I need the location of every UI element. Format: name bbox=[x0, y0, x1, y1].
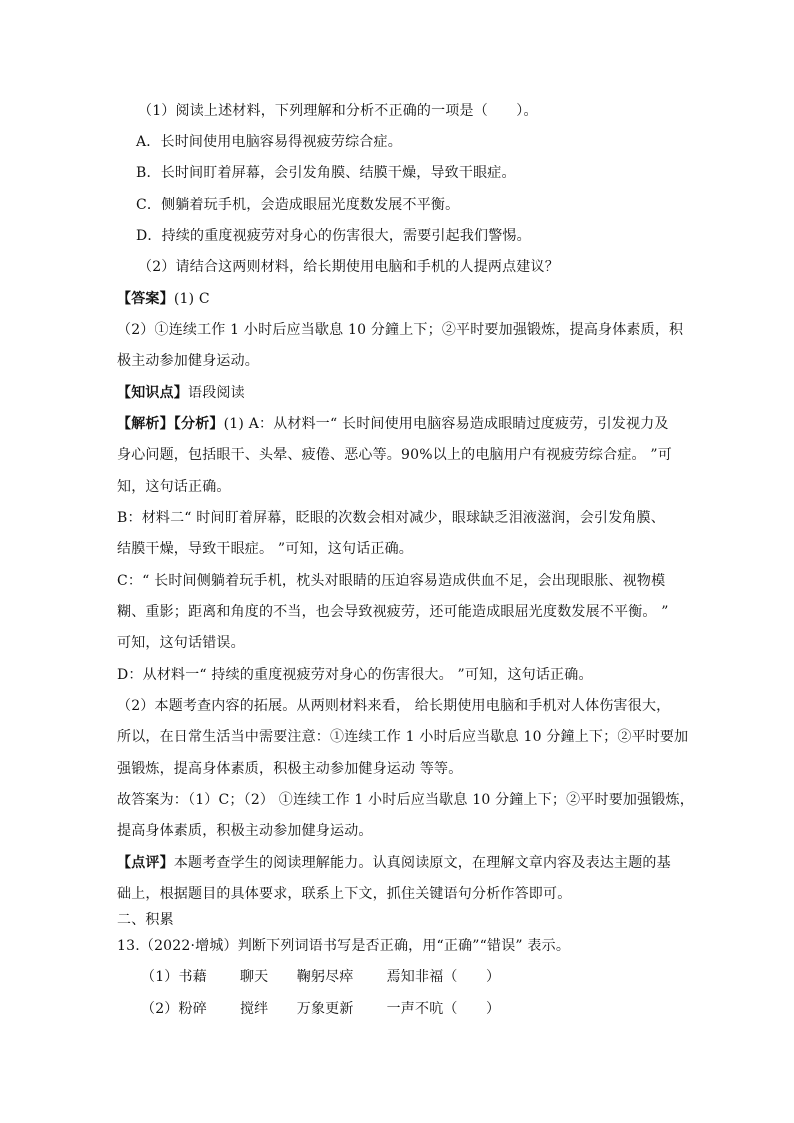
option-b: B．长时间盯着屏幕，会引发角膜、结膜干燥，导致干眼症。 bbox=[136, 165, 516, 181]
analysis-line-12: 强锻炼，提高身体素质，积极主动参加健身运动 等等。 bbox=[117, 761, 463, 777]
knowledge-point bbox=[117, 383, 245, 403]
question-sub2: （2）请结合这两则材料，给长期使用电脑和手机的人提两点建议？ bbox=[138, 259, 559, 275]
analysis-line-13: 故答案为：（1）C；（2） ①连续工作 1 小时后应当歇息 10 分鐘上下；②平时要加强锻炼， bbox=[117, 792, 694, 808]
option-a: A．长时间使用电脑容易得视疲劳综合症。 bbox=[136, 134, 402, 150]
answer-line1 bbox=[117, 289, 210, 309]
analysis-line-3: 知，这句话正确。 bbox=[117, 479, 231, 495]
option-c: C．侧躺着玩手机，会造成眼屈光度数发展不平衡。 bbox=[136, 197, 460, 213]
analysis-line-5: 结膜干燥，导致干眼症。 ”可知，这句话正确。 bbox=[117, 541, 414, 557]
answer-tag: 【答案】 bbox=[117, 291, 174, 307]
analysis-line-6: C：“ 长时间侧躺着玩手机，枕头对眼睛的压迫容易造成供血不足，会出现眼胀、视物模 bbox=[117, 573, 666, 589]
analysis-line-14: 提高身体素质，积极主动参加健身运动。 bbox=[117, 823, 373, 839]
analysis-line-2: 身心问题，包括眼干、头晕、疲倦、恶心等。90%以上的电脑用户有视疲劳综合症。 ”可 bbox=[117, 447, 672, 463]
question-13: 13.（2022·增城）判断下列词语书写是否正确，用“正确”“错误” 表示。 bbox=[117, 938, 571, 954]
analysis-line-7: 糊、重影；距离和角度的不当，也会导致视疲劳，还可能造成眼屈光度数发展不平衡。 ” bbox=[117, 604, 669, 620]
answer-value: (1) C bbox=[173, 291, 210, 307]
comment-line1: 【点评】本题考查学生的阅读理解能力。认真阅读原文，在理解文章内容及表达主题的基 bbox=[117, 855, 671, 871]
knowledge-tag: 【知识点】 bbox=[117, 385, 188, 401]
question-sub1: （1）阅读上述材料，下列理解和分析不正确的一项是（ ）。 bbox=[138, 103, 538, 119]
analysis-line-9: D：从材料一“ 持续的重度视疲劳对身心的伤害很大。 ”可知，这句话正确。 bbox=[117, 667, 593, 683]
q13-item-2: （2）粉碎 搅绊 万象更新 一声不吭（ ） bbox=[141, 1001, 501, 1017]
analysis-line-10: （2）本题考查内容的拓展。从两则材料来看， 给长期使用电脑和手机对人体伤害很大， bbox=[117, 698, 671, 714]
comment-line2: 础上，根据题目的具体要求，联系上下文，抓住关键语句分析作答即可。 bbox=[117, 886, 572, 902]
option-d: D．持续的重度视疲劳对身心的伤害很大，需要引起我们警惕。 bbox=[136, 228, 531, 244]
comment-tag: 【点评】 bbox=[117, 855, 174, 871]
analysis-line-8: 可知，这句话错误。 bbox=[117, 635, 245, 651]
analysis-line-4: B：材料二“ 时间盯着屏幕，眨眼的次数会相对减少，眼球缺乏泪液滋润，会引发角膜、 bbox=[117, 510, 665, 526]
section-title: 二、积累 bbox=[117, 912, 174, 928]
q13-item-1: （1）书藉 聊天 鞠躬尽瘁 焉知非福（ ） bbox=[141, 969, 501, 985]
answer-line2: （2）①连续工作 1 小时后应当歇息 10 分鐘上下；②平时要加强锻炼，提高身体素质，积 bbox=[117, 322, 684, 338]
analysis-tag: 【解析】【分析】 bbox=[117, 416, 224, 432]
analysis-line-1: 【解析】【分析】(1) A：从材料一“ 长时间使用电脑容易造成眼睛过度疲劳，引发视力及 bbox=[117, 416, 669, 432]
knowledge-text: 语段阅读 bbox=[188, 385, 245, 401]
answer-line3: 极主动参加健身运动。 bbox=[117, 353, 259, 369]
analysis-line-11: 所以，在日常生活当中需要注意：①连续工作 1 小时后应当歇息 10 分鐘上下；②平时要加 bbox=[117, 729, 689, 745]
